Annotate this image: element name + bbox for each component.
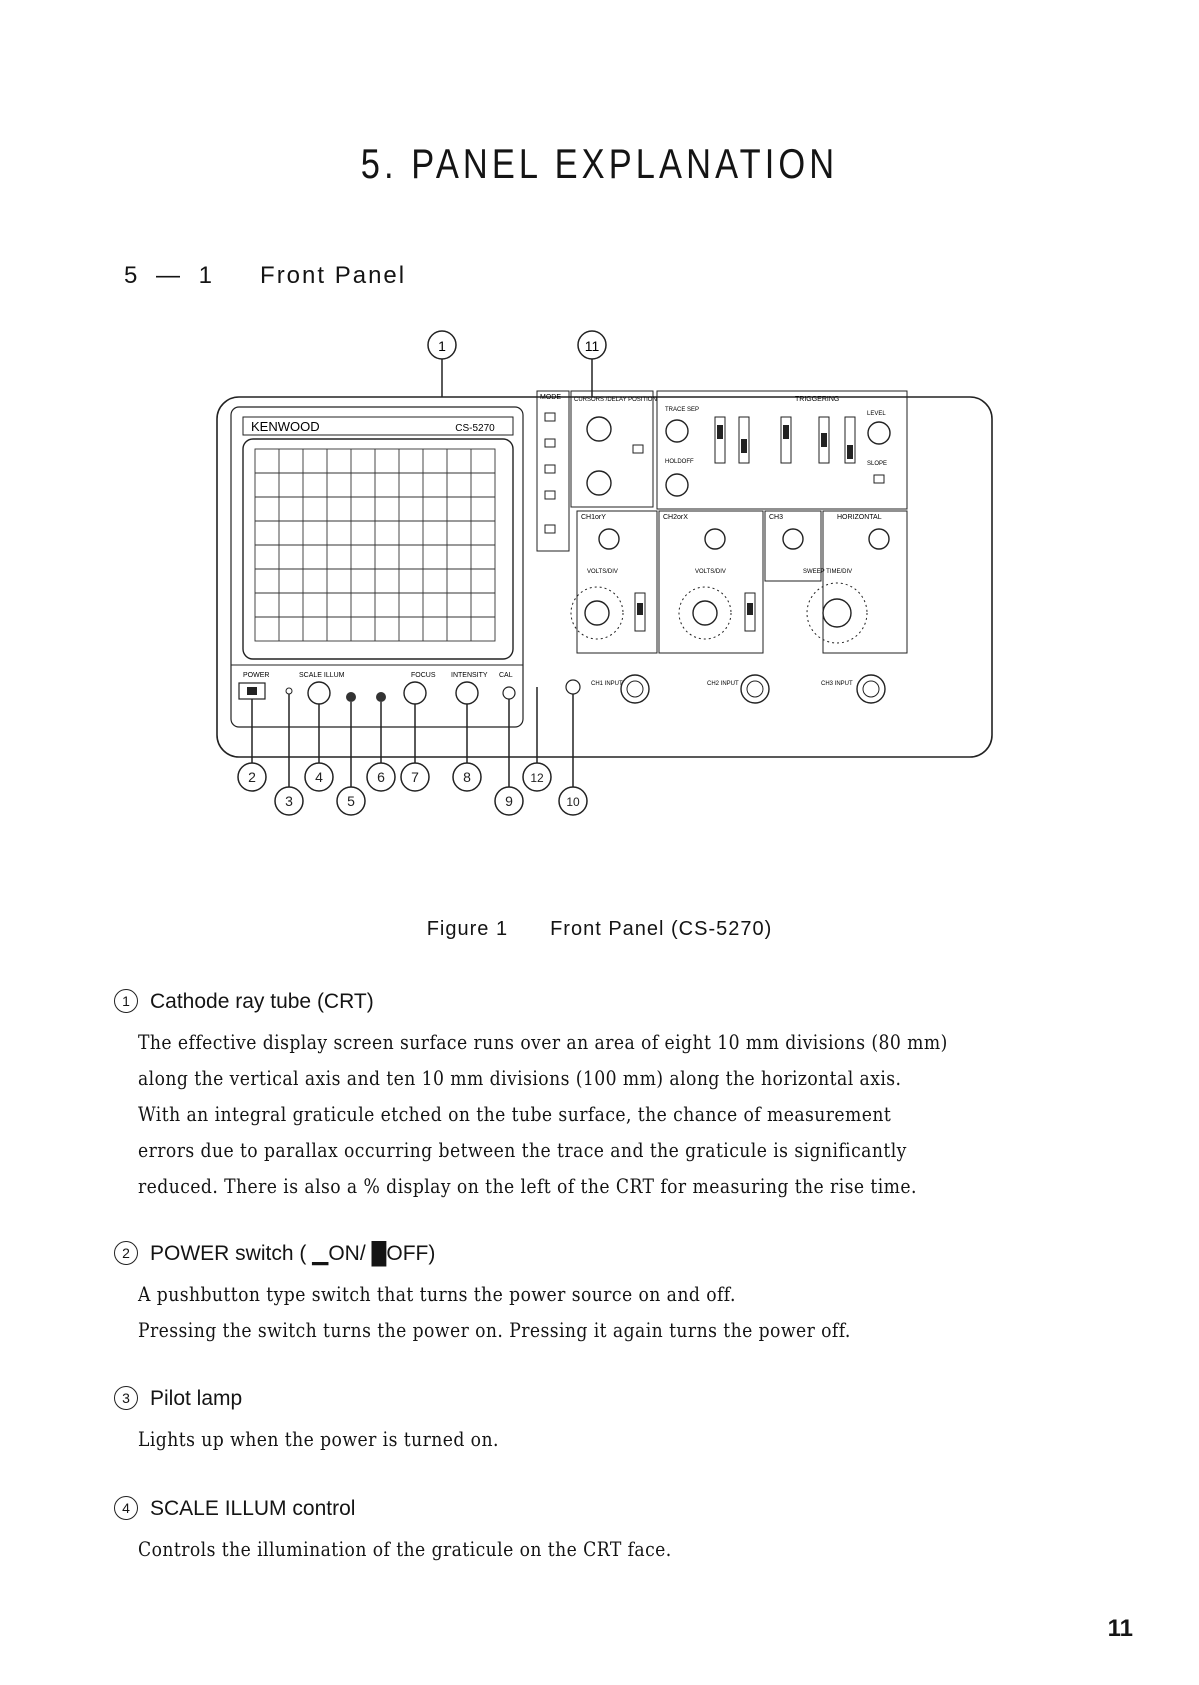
intensity-knob[interactable] — [456, 682, 478, 704]
figure-caption-label: Figure 1 — [426, 918, 509, 940]
label-ch3-input: CH3 INPUT — [821, 681, 853, 687]
callout-8-label: 8 — [463, 769, 471, 785]
callout-2-label: 2 — [248, 769, 256, 785]
callout-6-label: 6 — [377, 769, 385, 785]
callout-10-label: 10 — [566, 795, 580, 809]
callout-7-label: 7 — [411, 769, 419, 785]
front-panel-figure — [215, 325, 995, 915]
item-line: A pushbutton type switch that turns the power source on and off. — [138, 1282, 736, 1306]
callout-12-label: 12 — [530, 771, 544, 785]
item-line: The effective display screen surface runs over an area of eight 10 mm divisions (80 mm) — [138, 1030, 948, 1054]
item-power-switch — [114, 1240, 1114, 1348]
item-line: With an integral graticule etched on the tube surface, the chance of measurement — [138, 1102, 892, 1126]
item-heading — [114, 988, 1114, 1016]
ch1-input-bnc — [621, 675, 649, 703]
model-label: CS-5270 — [455, 423, 495, 434]
label-slope: SLOPE — [867, 461, 888, 467]
label-ch2-input: CH2 INPUT — [707, 681, 739, 687]
item-heading-text: SCALE ILLUM control — [150, 1497, 356, 1520]
item-index: 4 — [114, 1496, 138, 1520]
trace-rota-knob[interactable] — [376, 692, 386, 702]
page-title: 5. PANEL EXPLANATION — [360, 140, 839, 187]
ch3-input-bnc — [857, 675, 885, 703]
label-focus: FOCUS — [411, 672, 436, 679]
scope-body — [217, 397, 992, 757]
item-heading-text: Cathode ray tube (CRT) — [150, 990, 374, 1013]
scale-illum-knob[interactable] — [308, 682, 330, 704]
label-trace-sep: TRACE SEP — [665, 407, 700, 413]
label-sweep: SWEEP TIME/DIV — [803, 569, 853, 575]
callout-3-label: 3 — [285, 793, 293, 809]
figure-caption-text: Front Panel (CS-5270) — [550, 918, 773, 940]
readout-inten-knob[interactable] — [346, 692, 356, 702]
cal-terminal — [503, 687, 515, 699]
item-scale-illum — [114, 1495, 1114, 1567]
callout-5-label: 5 — [347, 793, 355, 809]
label-cal: CAL — [499, 672, 513, 679]
item-index: 2 — [114, 1241, 138, 1265]
label-ch1-input: CH1 INPUT — [591, 681, 623, 687]
item-line: reduced. There is also a % display on the left of the CRT for measuring the rise time. — [138, 1174, 917, 1198]
label-mode: MODE — [540, 394, 561, 401]
item-line: Pressing the switch turns the power on. Pressing it again turns the power off. — [138, 1318, 851, 1342]
label-volts-div-2: VOLTS/DIV — [695, 569, 726, 575]
label-horizontal: HORIZONTAL — [837, 514, 882, 521]
label-triggering: TRIGGERING — [795, 396, 840, 403]
item-body — [138, 1421, 1114, 1457]
focus-knob[interactable] — [404, 682, 426, 704]
callout-11 — [578, 331, 606, 397]
label-ch2: CH2orX — [663, 514, 688, 521]
item-heading-text: Pilot lamp — [150, 1387, 243, 1410]
callout-4-label: 4 — [315, 769, 323, 785]
callout-1-label: 1 — [438, 338, 446, 354]
item-line: Controls the illumination of the graticule on the CRT face. — [138, 1537, 672, 1561]
label-ch1: CH1orY — [581, 514, 606, 521]
item-crt — [114, 988, 1114, 1204]
item-index: 1 — [114, 989, 138, 1013]
item-line: along the vertical axis and ten 10 mm divisions (100 mm) along the horizontal axis. — [138, 1066, 902, 1090]
figure-caption — [0, 918, 1199, 941]
item-heading-text: POWER switch ( ▁ON/ █OFF) — [150, 1242, 436, 1265]
item-heading — [114, 1495, 1114, 1523]
callout-11-label: 11 — [584, 338, 600, 354]
item-pilot-lamp — [114, 1385, 1114, 1457]
callout-9-label: 9 — [505, 793, 513, 809]
item-body — [138, 1276, 1114, 1348]
page-number: 11 — [1107, 1615, 1133, 1642]
item-line: errors due to parallax occurring between the trace and the graticule is significantly — [138, 1138, 907, 1162]
label-level: LEVEL — [867, 411, 886, 417]
label-holdoff: HOLDOFF — [665, 459, 694, 465]
section-number: 5 — 1 — [124, 262, 219, 289]
item-body — [138, 1024, 1114, 1204]
item-body — [138, 1531, 1114, 1567]
label-power: POWER — [243, 672, 270, 679]
section-heading — [124, 262, 406, 290]
label-intensity: INTENSITY — [451, 672, 488, 679]
label-cursors: CURSORS /DELAY POSITION — [574, 397, 657, 403]
label-ch3: CH3 — [769, 514, 784, 521]
brand-label: KENWOOD — [251, 419, 320, 434]
ch2-input-bnc — [741, 675, 769, 703]
item-heading — [114, 1385, 1114, 1413]
label-volts-div-1: VOLTS/DIV — [587, 569, 618, 575]
item-heading — [114, 1240, 1114, 1268]
item-line: Lights up when the power is turned on. — [138, 1427, 499, 1451]
label-scale-illum: SCALE ILLUM — [299, 672, 345, 679]
item-index: 3 — [114, 1386, 138, 1410]
section-title: Front Panel — [260, 262, 407, 289]
